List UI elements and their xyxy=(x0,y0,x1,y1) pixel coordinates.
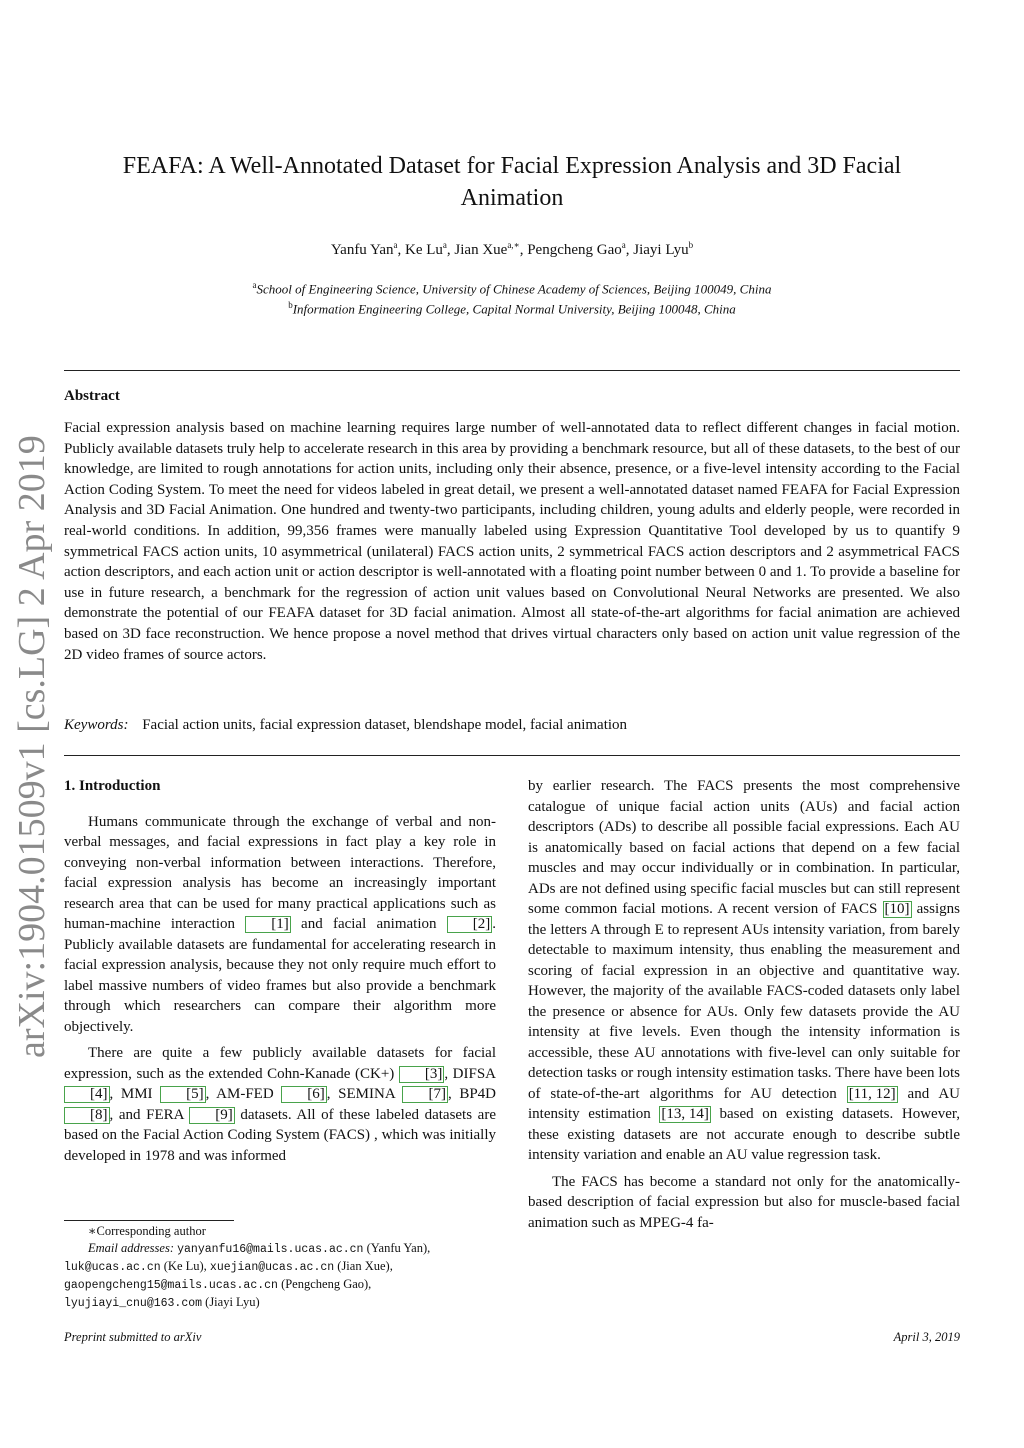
footnotes xyxy=(64,1223,496,1312)
citation-link[interactable]: [11, 12] xyxy=(848,1085,896,1102)
citation-link[interactable]: [3] xyxy=(399,1066,445,1083)
author: Pengcheng Gao$^a$ xyxy=(527,240,626,258)
citation-link[interactable]: [6] xyxy=(281,1086,327,1103)
affiliation: $^a$School of Engineering Science, University of Chinese Academy of Sciences, Beijing 100049, China xyxy=(252,280,772,297)
footer-left: Preprint submitted to arXiv xyxy=(64,1330,202,1344)
email-link[interactable]: xuejian@ucas.ac.cn xyxy=(209,1261,335,1274)
top-rule xyxy=(64,370,960,371)
corresponding-author-note: ∗Corresponding author xyxy=(88,1224,206,1238)
abstract-text: Facial expression analysis based on machine learning requires large number of well-annotated data to reflect different changes in facial motion. Publicly available datasets truly help to accelerate research in this area by providing a benchmark resource, but all of these datasets, to the best of our knowledge, are limited to rough annotations for action units, including only their absence, presence, or a five-level intensity according to the Facial Action Coding System. To meet the need for videos labeled in great detail, we present a well-annotated dataset named FEAFA for Facial Expression Analysis and 3D Facial Animation. One hundred and twenty-two participants, including children, young adults and elderly people, were recorded in real-world conditions. In addition, 99,356 frames were manually labeled using Expression Quantitative Tool developed by us to quantify 9 symmetrical FACS action units, 10 asymmetrical (unilateral) FACS action units, 2 symmetrical FACS action descriptors and 2 asymmetrical FACS action descriptors, and each action unit or action descriptor is well-annotated with a floating point number between 0 and 1. To provide a baseline for use in future research, a benchmark for the regression of action unit values based on Convolutional Neural Networks are presented. We also demonstrate the potential of our FEAFA dataset for 3D facial animation. Almost all state-of-the-art algorithms for facial animation are achieved based on 3D face reconstruction. We hence propose a novel method that drives virtual characters only based on action unit value regression of the 2D video frames of source actors. xyxy=(64,420,960,663)
left-column xyxy=(64,776,496,1166)
paragraph: by earlier research. The FACS presents the most comprehensive catalogue of unique facial action units (AUs) and facial action descriptors (ADs) to describe all possible facial expressions. Each AU is anatomically based on facial actions that depend on a few facial muscles and may occur individually or in combination. In particular, ADs are not defined using specific facial muscles but can still represent some common facial motions. A recent version of FACS [10] assigns the letters A through E to represent AUs intensity variation, from barely detectable to maximum intensity, thus enabling the measurement and scoring of facial expression in an objective and quantitative way. However, the majority of the available FACS-coded datasets only label the presence or absence for AUs. Only few datasets provide the AU intensity at five levels. Even though the intensity information is accessible, these AU annotations with five-level can only suitable for detection tasks or rough intensity estimation tasks. There have been lots of state-of-the-art algorithms for AU detection [11, 12] and AU intensity estimation [13, 14] based on existing datasets. However, these existing datasets are not accurate enough to describe subtle intensity variation and enable an AU value regression task. xyxy=(528,778,961,1163)
email-note: Email addresses: yanyanfu16@mails.ucas.ac.cn (Yanfu Yan), luk@ucas.ac.cn (Ke Lu), xuejian@ucas.ac.cn (Jian Xue), gaopengcheng15@mails.ucas.ac.cn (Pengcheng Gao), lyujiayi_cnu@163.com (Jiayi Lyu) xyxy=(64,1241,431,1310)
citation-link[interactable]: [10] xyxy=(884,901,910,917)
citation-link[interactable]: [4] xyxy=(64,1086,110,1103)
keywords xyxy=(64,717,960,734)
citation-link[interactable]: [7] xyxy=(402,1086,448,1103)
paragraph: The FACS has become a standard not only for the anatomically-based description of facial expression but also for muscle-based facial animation such as MPEG-4 fa- xyxy=(528,1173,960,1231)
email-link[interactable]: gaopengcheng15@mails.ucas.ac.cn xyxy=(64,1279,278,1292)
author: Ke Lu$^a$ xyxy=(405,240,447,258)
paragraph: Humans communicate through the exchange of verbal and non-verbal messages, and facial expressions in fact play a key role in conveying non-verbal information between interactions. Therefore, facial expression analysis has become an increasingly important research area that can be used for many practical applications such as human-machine interaction [1] and facial animation [2] . Publicly available datasets are fundamental for accelerating research in facial expression analysis, because they not only require much effort to label massive numbers of video frames but also provide a benchmark through which researchers can compare their algorithm more objectively. xyxy=(64,813,496,1035)
email-label: Email addresses: xyxy=(88,1241,174,1255)
citation-link[interactable]: [9] xyxy=(189,1107,235,1124)
right-column xyxy=(528,776,960,1233)
abstract-heading: Abstract xyxy=(64,388,120,404)
bottom-rule xyxy=(64,755,960,756)
arxiv-side-label: arXiv:1904.01509v1 [cs.LG] 2 Apr 2019 xyxy=(11,435,53,1058)
page-footer xyxy=(64,1330,960,1345)
paragraph: There are quite a few publicly available datasets for facial expression, such as the extended Cohn-Kanade (CK+) [3] , DIFSA [4] , MMI [5] , AM-FED [6] , SEMINA [7] , BP4D [8] , and FERA [9] datasets. All of these labeled datasets are based on the Facial Action Coding System (FACS) , which was initially developed in 1978 and was informed xyxy=(64,1045,496,1164)
keywords-text: Facial action units, facial expression dataset, blendshape model, facial animation xyxy=(142,717,628,733)
citation-link[interactable]: [8] xyxy=(64,1107,110,1124)
email-link[interactable]: yanyanfu16@mails.ucas.ac.cn xyxy=(177,1243,364,1256)
author: Yanfu Yan$^a$ xyxy=(330,240,398,258)
citation-link[interactable]: [1] xyxy=(245,916,291,933)
citation-link[interactable]: [13, 14] xyxy=(661,1106,709,1122)
footnote-rule xyxy=(64,1220,234,1221)
keywords-label: Keywords: xyxy=(64,717,129,733)
affiliations xyxy=(70,277,954,318)
author: Jiayi Lyu$^b$ xyxy=(633,240,694,258)
email-link[interactable]: luk@ucas.ac.cn xyxy=(64,1261,161,1274)
author: Jian Xue$^{a,∗}$ xyxy=(454,240,520,258)
author-list: Yanfu Yan$^a$, Ke Lu$^a$, Jian Xue$^{a,∗}$, Pengcheng Gao$^a$, Jiayi Lyu$^b$ xyxy=(330,240,694,258)
paper-title: FEAFA: A Well-Annotated Dataset for Facial Expression Analysis and 3D Facial Animation xyxy=(122,153,902,211)
section-heading: 1. Introduction xyxy=(64,778,161,794)
citation-link[interactable]: [2] xyxy=(447,916,493,933)
footer-date: April 3, 2019 xyxy=(893,1330,960,1344)
email-link[interactable]: lyujiayi_cnu@163.com xyxy=(64,1297,203,1310)
citation-link[interactable]: [5] xyxy=(160,1086,206,1103)
affiliation: $^b$Information Engineering College, Capital Normal University, Beijing 100048, China xyxy=(288,300,736,317)
